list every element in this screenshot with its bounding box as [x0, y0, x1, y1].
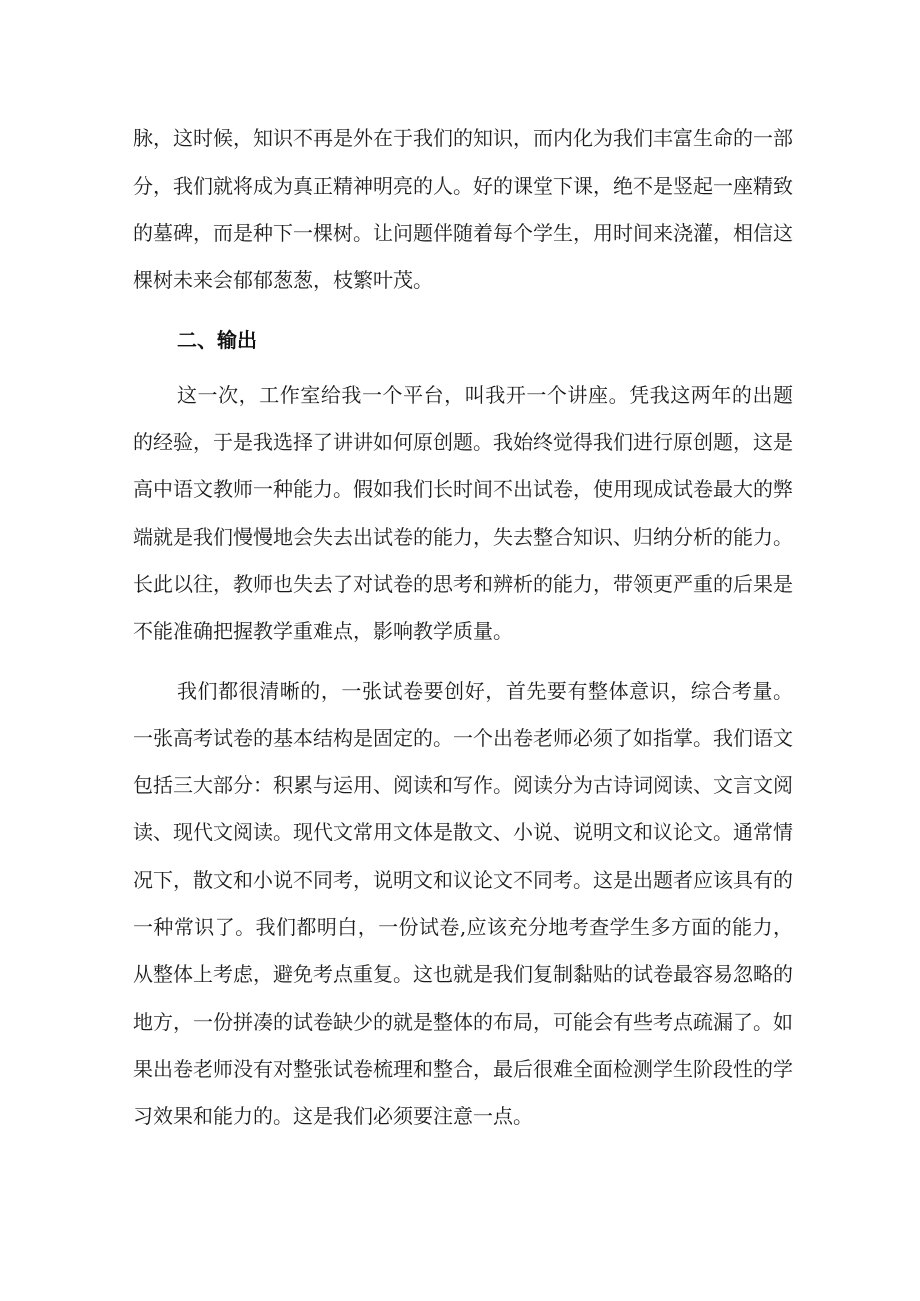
paragraph-3-line: 我们都很清晰的，一张试卷要创好，首先要有整体意识，综合考量。	[177, 679, 793, 703]
paragraph-2-line: 这一次，工作室给我一个平台，叫我开一个讲座。凭我这两年的出题	[177, 383, 793, 407]
paragraph-1-line: 脉，这时候，知识不再是外在于我们的知识，而内化为我们丰富生命的一部	[133, 126, 793, 150]
paragraph-3-line: 习效果和能力的。这是我们必须要注意一点。	[133, 1104, 533, 1128]
paragraph-3-line: 包括三大部分：积累与运用、阅读和写作。阅读分为古诗词阅读、文言文阅	[133, 773, 793, 797]
paragraph-2-line: 端就是我们慢慢地会失去出试卷的能力，失去整合知识、归纳分析的能力。	[133, 525, 793, 549]
paragraph-3-line: 果出卷老师没有对整张试卷梳理和整合，最后很难全面检测学生阶段性的学	[133, 1057, 793, 1081]
paragraph-3-line: 一种常识了。我们都明白，一份试卷,应该充分地考查学生多方面的能力，	[133, 915, 793, 939]
paragraph-3-line: 从整体上考虑，避免考点重复。这也就是我们复制黏贴的试卷最容易忽略的	[133, 962, 793, 986]
paragraph-3-line: 况下，散文和小说不同考，说明文和议论文不同考。这是出题者应该具有的	[133, 868, 793, 892]
paragraph-2-line: 高中语文教师一种能力。假如我们长时间不出试卷，使用现成试卷最大的弊	[133, 477, 793, 501]
paragraph-2-line: 不能准确把握教学重难点，影响教学质量。	[133, 619, 513, 643]
paragraph-2-line: 的经验，于是我选择了讲讲如何原创题。我始终觉得我们进行原创题，这是	[133, 430, 793, 454]
paragraph-3-line: 地方，一份拼凑的试卷缺少的就是整体的布局，可能会有些考点疏漏了。如	[133, 1010, 793, 1034]
paragraph-3-line: 读、现代文阅读。现代文常用文体是散文、小说、说明文和议论文。通常情	[133, 820, 793, 844]
paragraph-1-line: 的墓碑，而是种下一棵树。让问题伴随着每个学生，用时间来浇灌，相信这	[133, 221, 793, 245]
section-heading: 二、输出	[177, 328, 257, 352]
paragraph-1-line: 棵树未来会郁郁葱葱，枝繁叶茂。	[133, 268, 433, 292]
paragraph-2-line: 长此以往，教师也失去了对试卷的思考和辨析的能力，带领更严重的后果是	[133, 572, 793, 596]
paragraph-1-line: 分，我们就将成为真正精神明亮的人。好的课堂下课，绝不是竖起一座精致	[133, 174, 793, 198]
paragraph-3-line: 一张高考试卷的基本结构是固定的。一个出卷老师必须了如指掌。我们语文	[133, 726, 793, 750]
